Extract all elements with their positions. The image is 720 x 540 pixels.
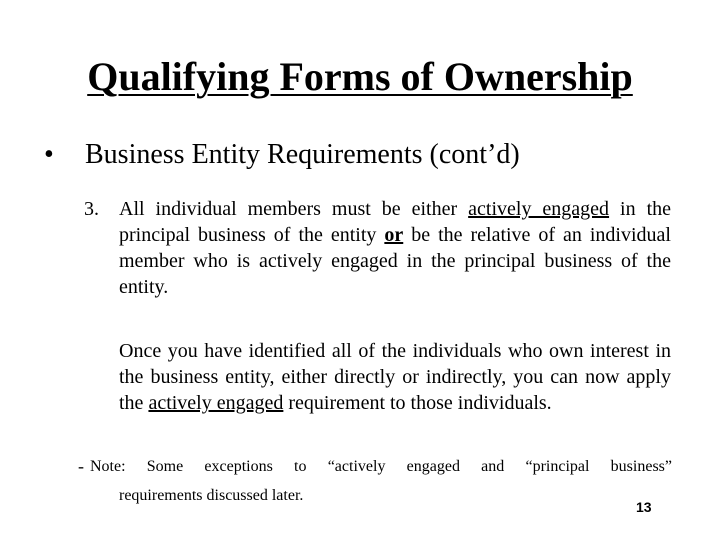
requirement-text-3: be the relative of an individual member who is actively engaged in the principal business of the entity.	[119, 224, 671, 298]
actively-engaged-emphasis: actively engaged	[468, 198, 610, 220]
note-line-2: requirements discussed later.	[119, 487, 304, 504]
slide-title-text: Qualifying Forms of Ownership	[87, 54, 633, 99]
actively-engaged-emphasis-2: actively engaged	[148, 392, 284, 414]
bullet-heading: Business Entity Requirements (cont’d)	[85, 139, 520, 170]
slide-title	[0, 52, 720, 102]
note-dash: -	[78, 456, 84, 476]
page-number: 13	[636, 499, 652, 515]
followup-paragraph	[119, 338, 671, 416]
or-emphasis: or	[384, 224, 404, 246]
requirement-text-1: All individual members must be either	[119, 198, 469, 220]
bullet-symbol: •	[44, 139, 54, 170]
followup-text-1: Once you have identified all of the individuals who own interest in the business entity, either directly or indirectly, you can now apply the	[119, 340, 671, 414]
requirement-paragraph	[119, 196, 671, 300]
item-number: 3.	[84, 198, 99, 220]
followup-text-2: requirement to those individuals.	[283, 392, 552, 414]
requirement-text-2: in the principal business of the entity	[119, 198, 672, 246]
note-line-1: Note: Some exceptions to “actively engaged and “principal business”	[90, 458, 672, 475]
